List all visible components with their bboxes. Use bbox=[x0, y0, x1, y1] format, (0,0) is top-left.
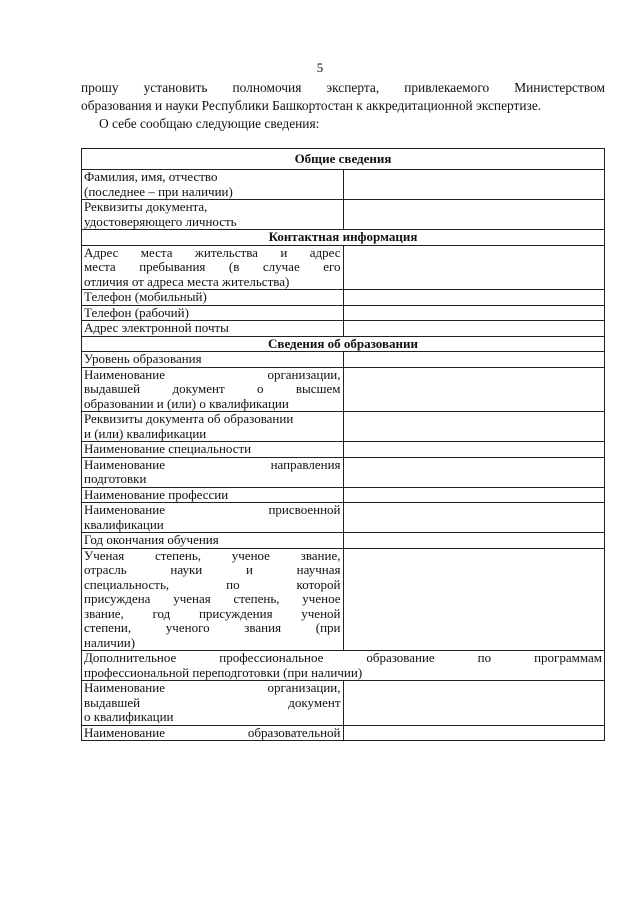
phone-work-field[interactable] bbox=[343, 305, 605, 321]
grad-year-label: Год окончания обучения bbox=[82, 533, 344, 549]
address-label: Адрес места жительства и адрес места пребывания (в случае его отличия от адреса места жительства) bbox=[82, 245, 344, 290]
row-edu-level bbox=[82, 352, 605, 368]
row-fio bbox=[82, 170, 605, 200]
id-document-label: Реквизиты документа, удостоверяющего личность bbox=[82, 200, 344, 230]
qualification-field[interactable] bbox=[343, 503, 605, 533]
row-grad-year bbox=[82, 533, 605, 549]
additional-education-label: Дополнительное профессиональное образование по программам профессиональной переподготовки (при наличии) bbox=[82, 651, 605, 681]
page-number: 5 bbox=[316, 60, 324, 75]
org-qualification-field[interactable] bbox=[343, 681, 605, 726]
email-label: Адрес электронной почты bbox=[82, 321, 344, 337]
address-field[interactable] bbox=[343, 245, 605, 290]
intro-line-3: О себе сообщаю следующие сведения: bbox=[99, 116, 320, 131]
row-direction bbox=[82, 457, 605, 487]
phone-work-label: Телефон (рабочий) bbox=[82, 305, 344, 321]
specialty-label: Наименование специальности bbox=[82, 442, 344, 458]
profession-label: Наименование профессии bbox=[82, 487, 344, 503]
section-general-header: Общие сведения bbox=[82, 149, 605, 170]
section-education-header: Сведения об образовании bbox=[82, 336, 605, 352]
row-specialty bbox=[82, 442, 605, 458]
row-qualification bbox=[82, 503, 605, 533]
degree-field[interactable] bbox=[343, 548, 605, 651]
row-edu-program bbox=[82, 725, 605, 741]
edu-document-field[interactable] bbox=[343, 412, 605, 442]
edu-program-label: Наименование образовательной bbox=[82, 725, 344, 741]
row-additional-education bbox=[82, 651, 605, 681]
direction-label: Наименование направления подготовки bbox=[82, 457, 344, 487]
row-profession bbox=[82, 487, 605, 503]
expert-info-form bbox=[81, 148, 605, 741]
row-org-qualification bbox=[82, 681, 605, 726]
row-id-document bbox=[82, 200, 605, 230]
org-qualification-label: Наименование организации, выдавшей документ о квалификации bbox=[82, 681, 344, 726]
fio-label: Фамилия, имя, отчество (последнее – при наличии) bbox=[82, 170, 344, 200]
grad-year-field[interactable] bbox=[343, 533, 605, 549]
row-degree bbox=[82, 548, 605, 651]
specialty-field[interactable] bbox=[343, 442, 605, 458]
intro-paragraph bbox=[81, 79, 605, 133]
row-edu-document bbox=[82, 412, 605, 442]
phone-mobile-label: Телефон (мобильный) bbox=[82, 290, 344, 306]
id-document-field[interactable] bbox=[343, 200, 605, 230]
row-email bbox=[82, 321, 605, 337]
row-phone-mobile bbox=[82, 290, 605, 306]
direction-field[interactable] bbox=[343, 457, 605, 487]
edu-program-field[interactable] bbox=[343, 725, 605, 741]
intro-line-2: образования и науки Республики Башкортостан к аккредитационной экспертизе. bbox=[81, 98, 542, 113]
org-name-field[interactable] bbox=[343, 367, 605, 412]
org-name-label: Наименование организации, выдавшей документ о высшем образовании и (или) о квалификации bbox=[82, 367, 344, 412]
fio-field[interactable] bbox=[343, 170, 605, 200]
row-address bbox=[82, 245, 605, 290]
degree-label: Ученая степень, ученое звание, отрасль науки и научная специальность, по которой присуждена ученая степень, ученое звание, год присуждения ученой степени, ученого звания (при наличии) bbox=[82, 548, 344, 651]
phone-mobile-field[interactable] bbox=[343, 290, 605, 306]
qualification-label: Наименование присвоенной квалификации bbox=[82, 503, 344, 533]
section-contact-header: Контактная информация bbox=[82, 230, 605, 246]
row-org-name bbox=[82, 367, 605, 412]
row-phone-work bbox=[82, 305, 605, 321]
edu-document-label: Реквизиты документа об образовании и (или) квалификации bbox=[82, 412, 344, 442]
profession-field[interactable] bbox=[343, 487, 605, 503]
edu-level-field[interactable] bbox=[343, 352, 605, 368]
email-field[interactable] bbox=[343, 321, 605, 337]
edu-level-label: Уровень образования bbox=[82, 352, 344, 368]
intro-line-1: прошу установить полномочия эксперта, привлекаемого Министерством bbox=[81, 80, 605, 95]
